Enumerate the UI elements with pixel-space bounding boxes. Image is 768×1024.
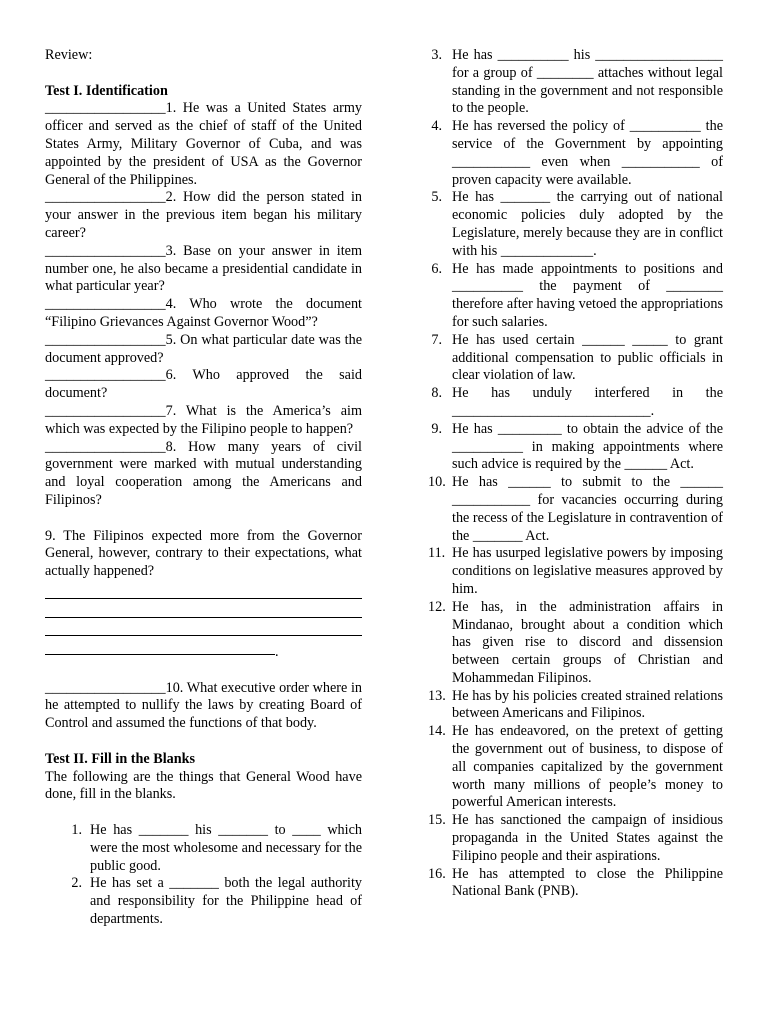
item-number: 1. bbox=[71, 822, 82, 839]
list-item[interactable] bbox=[428, 118, 723, 189]
right-column bbox=[428, 47, 723, 901]
item-9-answer-lines[interactable] bbox=[45, 581, 362, 662]
item-number: 15. bbox=[428, 812, 446, 829]
item-text: He has set a _______ both the legal authority and responsibility for the Philippine head of departments. bbox=[90, 875, 362, 928]
test1-item-7[interactable]: _________________7. What is the America’s aim which was expected by the Filipino people to happen? bbox=[45, 402, 362, 437]
list-item[interactable] bbox=[428, 599, 723, 688]
item-text: He has _______ the carrying out of national economic policies duly adopted by the Legislature, merely because they are in conflict with his _____________. bbox=[452, 189, 723, 259]
item-text: He has ______ to submit to the ______ ___________ for vacancies occurring during the recess of the Legislature in contravention of the _______ Act. bbox=[452, 474, 723, 544]
list-item[interactable] bbox=[428, 332, 723, 385]
list-item[interactable] bbox=[428, 261, 723, 332]
item-number: 6. bbox=[431, 260, 442, 277]
item-text: He has attempted to close the Philippine National Bank (PNB). bbox=[452, 865, 723, 900]
test1-item-10[interactable]: _________________10. What executive order where in he attempted to nullify the laws by creating Board of Control and assumed the functions of that body. bbox=[45, 679, 362, 732]
answer-period: . bbox=[275, 644, 279, 661]
list-item[interactable] bbox=[428, 866, 723, 902]
test1-item-9: 9. The Filipinos expected more from the Governor General, however, contrary to their expectations, what actually happened? bbox=[45, 527, 362, 580]
list-item[interactable] bbox=[428, 474, 723, 545]
test1-item-2[interactable]: _________________2. How did the person stated in your answer in the previous item began his military career? bbox=[45, 189, 362, 241]
test1-heading: Test I. Identification bbox=[45, 82, 168, 99]
item-number: 8. bbox=[431, 385, 442, 402]
answer-line[interactable] bbox=[45, 581, 362, 599]
list-item[interactable] bbox=[428, 47, 723, 118]
item-text: He has, in the administration affairs in Mindanao, brought about a condition which has given rise to discord and dissension between certain groups of Christian and Mohammedan Filipinos. bbox=[452, 598, 723, 686]
list-item[interactable] bbox=[428, 545, 723, 598]
item-number: 2. bbox=[71, 875, 82, 892]
item-number: 13. bbox=[428, 687, 446, 704]
test2-heading: Test II. Fill in the Blanks bbox=[45, 750, 196, 767]
fill-blanks-list-left bbox=[45, 822, 362, 929]
list-item[interactable] bbox=[428, 812, 723, 865]
item-number: 11. bbox=[428, 545, 446, 562]
list-item[interactable] bbox=[45, 822, 362, 875]
item-number: 16. bbox=[428, 865, 446, 882]
item-text: He has _________ to obtain the advice of the __________ in making appointments where such advice is required by the ______ Act. bbox=[452, 420, 723, 473]
item-text: He has endeavored, on the pretext of getting the government out of business, to dispose of all companies capitalized by the government worth many millions of people’s money to powerful American interests. bbox=[452, 723, 723, 811]
list-item[interactable] bbox=[45, 875, 362, 928]
item-number: 10. bbox=[428, 474, 446, 491]
item-text: He has used certain ______ _____ to grant additional compensation to public officials in clear violation of law. bbox=[452, 331, 723, 384]
item-number: 14. bbox=[428, 723, 446, 740]
item-number: 7. bbox=[431, 331, 442, 348]
item-text: He has usurped legislative powers by imposing conditions on legislative measures approved by him. bbox=[452, 545, 723, 597]
item-number: 3. bbox=[431, 47, 442, 63]
fill-blanks-list-right bbox=[428, 47, 723, 901]
item-text: He has __________ his __________________ for a group of ________ attaches without legal standing in the government and not responsible to the people. bbox=[452, 47, 723, 117]
list-item[interactable] bbox=[428, 421, 723, 474]
item-text: He has reversed the policy of __________ the service of the Government by appointing ___________ even when ___________ of proven capacity were available. bbox=[452, 118, 723, 188]
item-number: 4. bbox=[431, 118, 442, 135]
item-text: He has unduly interfered in the ____________________________. bbox=[452, 385, 723, 419]
answer-line[interactable] bbox=[45, 619, 362, 637]
answer-line[interactable] bbox=[45, 637, 275, 655]
list-item[interactable] bbox=[428, 688, 723, 724]
test1-item-8[interactable]: _________________8. How many years of civil government were marked with mutual understanding and loyal cooperation among the Americans and Filipinos? bbox=[45, 438, 362, 508]
item-text: He has by his policies created strained relations between Americans and Filipinos. bbox=[452, 687, 723, 722]
left-column bbox=[45, 47, 362, 929]
list-item[interactable] bbox=[428, 189, 723, 260]
test1-item-1[interactable]: _________________1. He was a United States army officer and served as the chief of staff of the United States Army, Military Governor of Cuba, and was appointed by the president of USA as the Governor General of the Philippines. bbox=[45, 100, 362, 188]
list-item[interactable] bbox=[428, 385, 723, 421]
item-number: 12. bbox=[428, 598, 446, 615]
item-number: 5. bbox=[431, 189, 442, 206]
test1-item-5[interactable]: _________________5. On what particular date was the document approved? bbox=[45, 331, 362, 366]
test1-item-6[interactable]: _________________6. Who approved the said document? bbox=[45, 367, 362, 402]
review-label: Review: bbox=[45, 47, 93, 63]
item-text: He has _______ his _______ to ____ which were the most wholesome and necessary for the public good. bbox=[90, 822, 362, 874]
item-text: He has made appointments to positions and __________ the payment of ________ therefore after having vetoed the appropriations for such salaries. bbox=[452, 260, 723, 330]
answer-line[interactable] bbox=[45, 600, 362, 618]
item-number: 9. bbox=[431, 420, 442, 437]
test2-instructions: The following are the things that General Wood have done, fill in the blanks. bbox=[45, 768, 362, 803]
list-item[interactable] bbox=[428, 723, 723, 812]
test1-item-4[interactable]: _________________4. Who wrote the document “Filipino Grievances Against Governor Wood”? bbox=[45, 296, 362, 330]
item-text: He has sanctioned the campaign of insidious propaganda in the United States against the Filipino people and their aspirations. bbox=[452, 812, 723, 864]
test1-item-3[interactable]: _________________3. Base on your answer in item number one, he also became a presidential candidate in what particular year? bbox=[45, 242, 362, 295]
